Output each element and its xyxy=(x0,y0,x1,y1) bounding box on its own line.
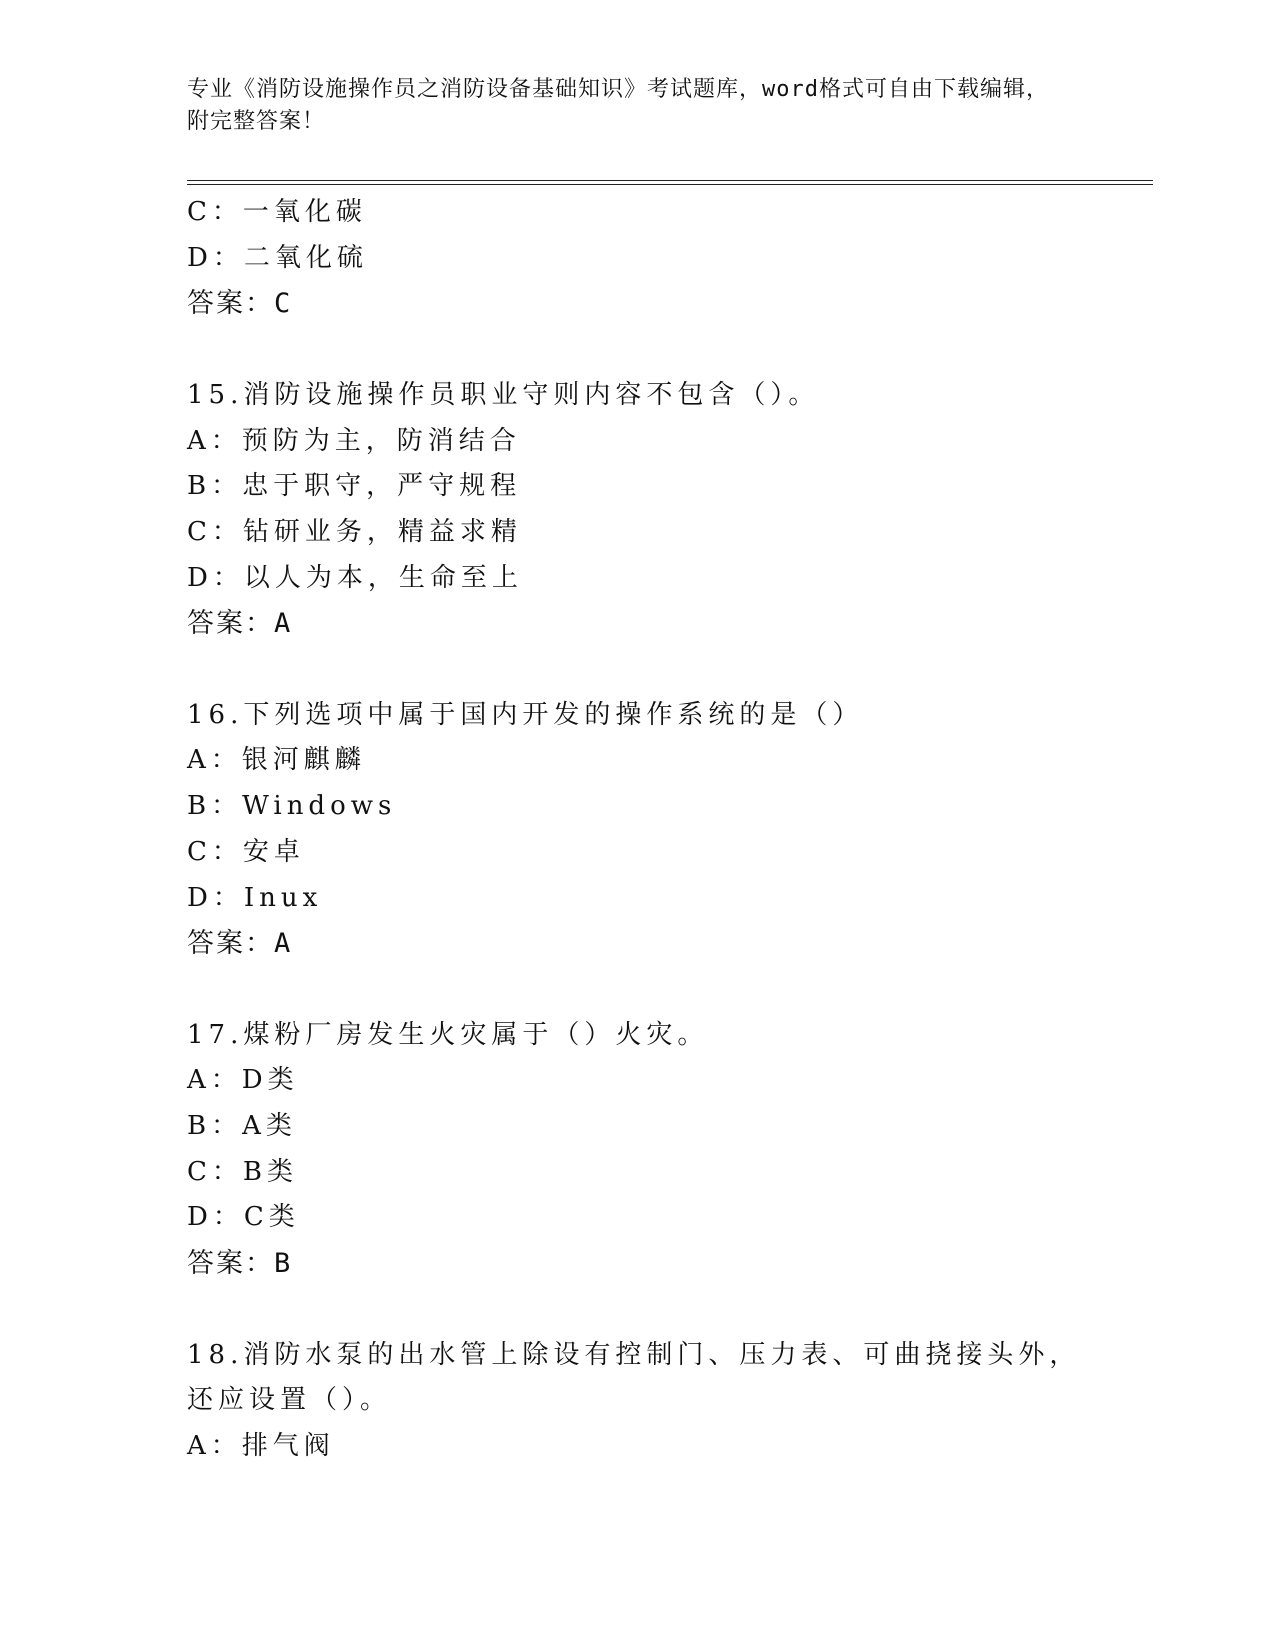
option-b: B：忠于职守，严守规程 xyxy=(187,471,522,502)
option-d: D：C类 xyxy=(187,1202,300,1233)
spacer xyxy=(187,967,1087,1013)
question-text: 16.下列选项中属于国内开发的操作系统的是（） xyxy=(187,699,864,730)
header-divider-top xyxy=(187,180,1153,181)
question-text: 18.消防水泵的出水管上除设有控制门、压力表、可曲挠接头外，还应设置（）。 xyxy=(187,1339,1081,1416)
question-block-15 xyxy=(187,373,1087,647)
option-a: A：D类 xyxy=(187,1065,299,1096)
option-a: A：预防为主，防消结合 xyxy=(187,425,521,456)
question-text: 17.煤粉厂房发生火灾属于（）火灾。 xyxy=(187,1019,709,1050)
question-block-16 xyxy=(187,693,1087,967)
question-block-17 xyxy=(187,1013,1087,1287)
answer-line: 答案：C xyxy=(187,288,293,320)
option-d: D：以人为本，生命至上 xyxy=(187,562,523,593)
question-list xyxy=(187,190,1087,1470)
page-header: 专业《消防设施操作员之消防设备基础知识》考试题库，word格式可自由下载编辑，附完整答案！ xyxy=(187,77,1049,134)
spacer xyxy=(187,1287,1087,1333)
spacer xyxy=(187,327,1087,373)
option-c: C：钻研业务，精益求精 xyxy=(187,516,522,547)
option-b: B：Windows xyxy=(187,791,397,822)
option-c: C：安卓 xyxy=(187,836,305,867)
option-d: D：Inux xyxy=(187,882,323,913)
question-block-14 xyxy=(187,190,1087,327)
option-d: D：二氧化硫 xyxy=(187,242,368,273)
option-c: C：一氧化碳 xyxy=(187,197,367,227)
option-a: A：银河麒麟 xyxy=(187,745,366,776)
answer-line: 答案：A xyxy=(187,928,293,960)
answer-line: 答案：B xyxy=(187,1248,293,1280)
answer-line: 答案：A xyxy=(187,608,293,640)
question-text: 15.消防设施操作员职业守则内容不包含（）。 xyxy=(187,379,820,410)
question-block-18 xyxy=(187,1333,1087,1470)
option-c: C：B类 xyxy=(187,1156,299,1187)
option-a: A：排气阀 xyxy=(187,1430,335,1461)
spacer xyxy=(187,647,1087,693)
header-divider-bottom xyxy=(187,184,1153,185)
option-b: B：A类 xyxy=(187,1111,297,1142)
